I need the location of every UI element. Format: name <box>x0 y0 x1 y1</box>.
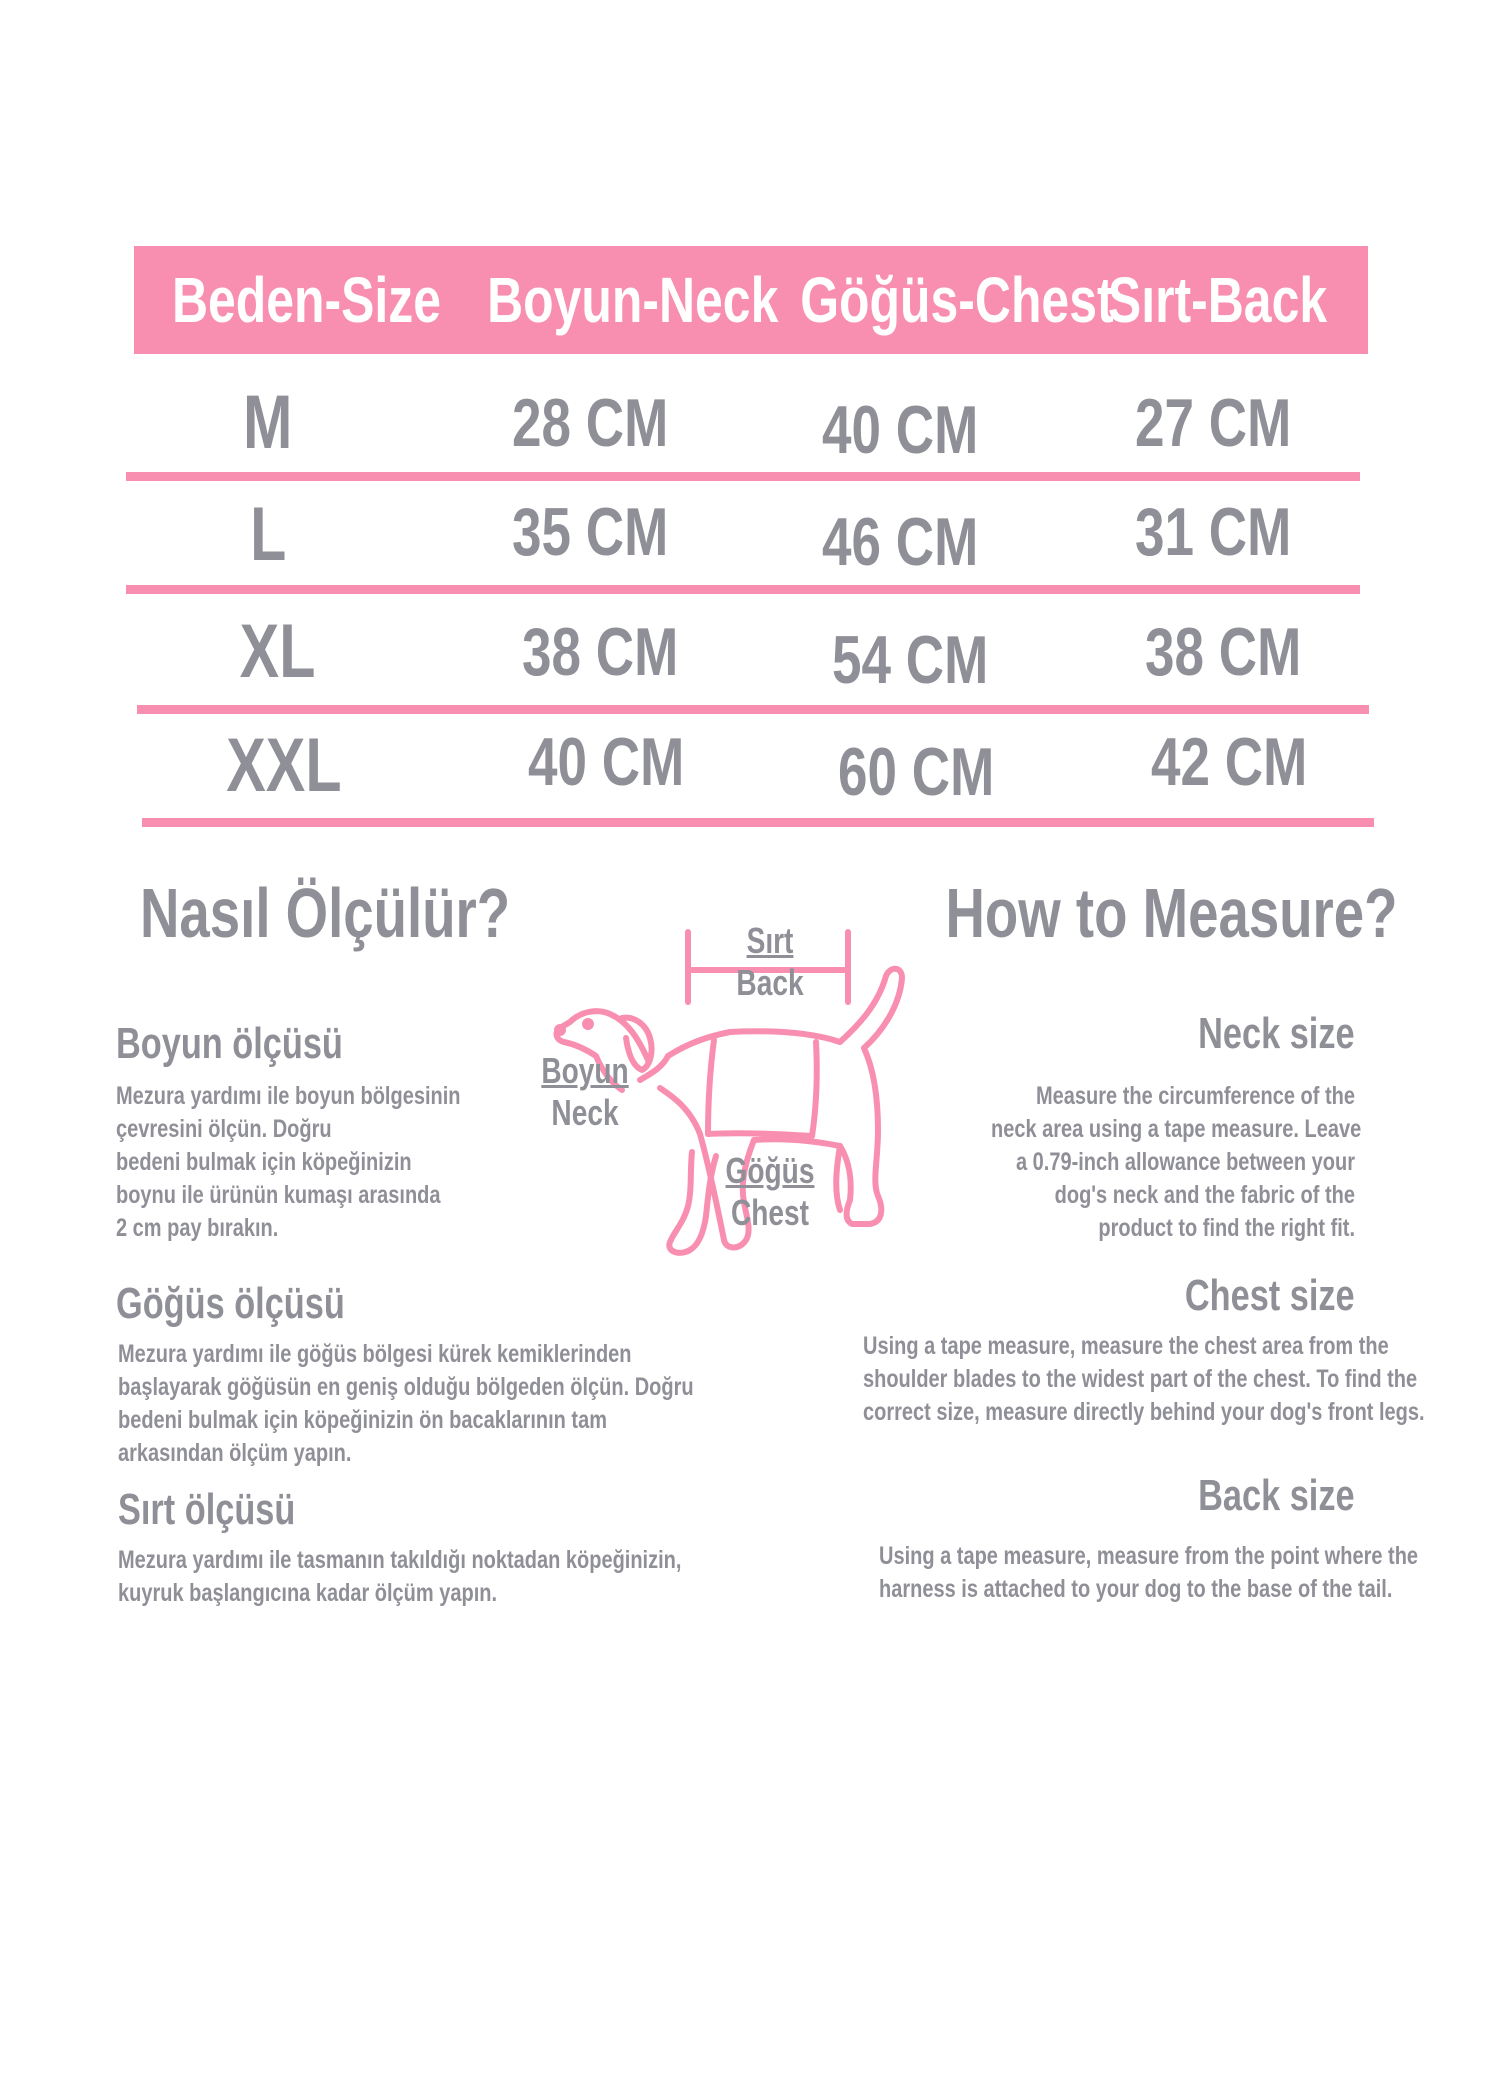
row-xl-chest: 54 CM <box>831 622 989 698</box>
row-xxl-neck: 40 CM <box>527 724 685 800</box>
tr-neck-text: Mezura yardımı ile boyun bölgesinin çevresini ölçün. Doğru bedeni bulmak için köpeğinizin boynu ile ürünün kumaşı arasında 2 cm pay bırakın. <box>116 1082 461 1242</box>
header-neck: Boyun-Neck <box>487 264 779 336</box>
tr-back-title: Sırt ölçüsü <box>118 1485 296 1534</box>
header-size: Beden-Size <box>171 264 442 336</box>
row-xl-neck: 38 CM <box>521 614 679 690</box>
row-l-size: L <box>249 492 287 577</box>
en-chest-text: Using a tape measure, measure the chest area from the shoulder blades to the widest part of the chest. To find the correct size, measure directly behind your dog's front legs. <box>863 1332 1425 1426</box>
en-back-title: Back size <box>1198 1471 1355 1520</box>
how-to-measure-title-tr: Nasıl Ölçülür? <box>140 874 511 952</box>
row-m-size: M <box>243 380 293 465</box>
en-neck-text: Measure the circumference of the neck area using a tape measure. Leave a 0.79-inch allowance between your dog's neck and the fabric of the product to find the right fit. <box>991 1082 1362 1242</box>
header-chest: Göğüs-Chest <box>800 264 1114 336</box>
size-table-header <box>134 246 1368 354</box>
en-back-text: Using a tape measure, measure from the point where the harness is attached to your dog to the base of the tail. <box>879 1542 1419 1603</box>
row-l-neck: 35 CM <box>511 494 669 570</box>
tr-chest-text: Mezura yardımı ile göğüs bölgesi kürek kemiklerinden başlayarak göğüsün en geniş olduğu bölgeden ölçün. Doğru bedeni bulmak için köpeğinizin ön bacaklarının tam arkasından ölçüm yapın. <box>118 1340 694 1467</box>
row-m-chest: 40 CM <box>821 392 979 468</box>
row-m-neck: 28 CM <box>511 385 669 461</box>
dog-label-back: Sırt Back <box>736 920 804 1003</box>
row-divider <box>137 705 1369 714</box>
row-xxl-size: XXL <box>226 723 342 808</box>
row-xl-size: XL <box>240 609 316 694</box>
row-divider <box>126 472 1360 481</box>
header-back: Sırt-Back <box>1107 264 1327 336</box>
en-neck-title: Neck size <box>1198 1009 1355 1058</box>
tr-back-text: Mezura yardımı ile tasmanın takıldığı noktadan köpeğinizin, kuyruk başlangıcına kadar ölçüm yapın. <box>118 1546 682 1607</box>
row-l-back: 31 CM <box>1134 494 1292 570</box>
how-to-measure-title-en: How to Measure? <box>945 874 1398 952</box>
row-xl-back: 38 CM <box>1144 614 1302 690</box>
row-divider <box>142 818 1374 827</box>
tr-chest-title: Göğüs ölçüsü <box>116 1279 345 1328</box>
row-xxl-back: 42 CM <box>1150 724 1308 800</box>
tr-neck-title: Boyun ölçüsü <box>116 1019 343 1068</box>
row-m-back: 27 CM <box>1134 385 1292 461</box>
row-divider <box>126 585 1360 594</box>
row-l-chest: 46 CM <box>821 504 979 580</box>
dog-label-neck: Boyun Neck <box>541 1050 629 1133</box>
row-xxl-chest: 60 CM <box>837 734 995 810</box>
en-chest-title: Chest size <box>1185 1271 1355 1320</box>
dog-label-chest: Göğüs Chest <box>725 1150 815 1233</box>
